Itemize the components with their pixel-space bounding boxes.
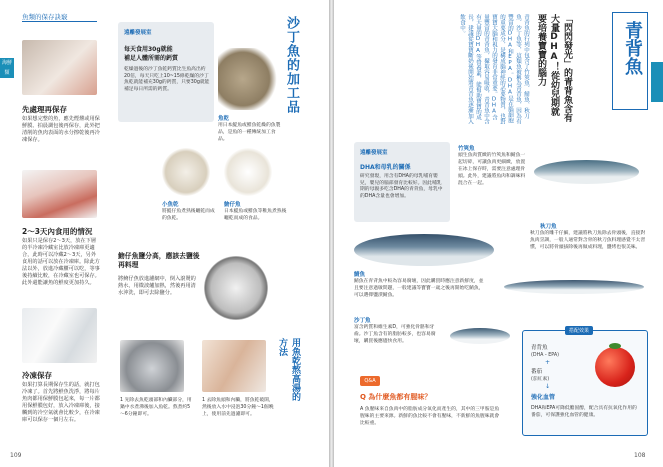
- stamp-line2: 補足人體所需的鈣質: [124, 55, 179, 62]
- fish-saury: [504, 280, 644, 294]
- step1-text: 1 先除去魚乾頭部和內臟部分，用鍋中水煮沸後加入魚乾。熬煮約5～6分鐘即可。: [120, 398, 192, 417]
- intro-text: 青背魚的行列中包含了竹筴魚、鯖魚、秋刀魚、沙丁魚等，這類魚被稱為青背魚，因為有豐富的DHA和EPA。DHA是在腦細胞的重要成分，是構成腦神經的必要物質，也對寶寶大腦和視力的發育非常重要。DHA含量豐富的青背魚，攝取容易吸收，青背魚中含有大量的DHA等營養素，能幫助寶寶的成長，建議從寶寶斷奶後開始將青背魚逐漸加入飲食中。: [459, 14, 529, 124]
- photo-cutting-fish: [22, 40, 97, 95]
- combo-item1-sub: (DHA・EPA): [531, 353, 560, 358]
- stamp-line1: 每天食用30g就能: [124, 46, 173, 53]
- photo-frozen-fish: [22, 308, 97, 363]
- photo-strainer: [204, 256, 268, 320]
- qa-question: Q 為什麼魚都有腥味？: [360, 393, 432, 401]
- subtitle: 「閃閃發光」的青背魚含有大量DHA！從幼兒期就要培養寶寶的腦力: [536, 14, 572, 122]
- fish2-text: 秋刀魚的雕千仔細，建議將秋刀魚除去骨頭後，直接對魚肉烹調，一般人通常對含骨的秋刀魚料理感覺不太習慣，可以將骨頭拔除後再做成料理，鹽烤也很美味。: [530, 231, 646, 250]
- fish2-name: 秋刀魚: [540, 224, 557, 230]
- text-tip: 將魩仔魚放進濾網中，倒入滾燙的熱水，用微波爐加熱，然後再用清水沖洗，即可去除鹽分。: [118, 276, 196, 296]
- stamp-text: 乾燥過後的沙丁魚乾鈣質比生魚高出約20倍，每天只吃上10~15條乾燥的沙丁魚乾就能補充30g的鈣質，只要30g就能補足每日所需的鈣質。: [124, 67, 210, 92]
- stamp-text-right: 研究發現，用含有DHA的母乳哺育嬰兒，嬰兒的腦部發育比較好。因此哺乳期的母親多吃含DHA的青背魚，母乳中的DHA含量也會增加。: [360, 174, 443, 199]
- text-dried: 用日本鯷魚或鯡魚乾燥的魚製品，是魚的一種傳統加工食品。: [218, 123, 281, 142]
- tomato-image: [595, 347, 635, 387]
- qa-tag: Q&A: [360, 376, 380, 386]
- steps-title: 用魚乾熬高湯的方法: [277, 338, 300, 401]
- photo-dried-sardines: [218, 48, 280, 110]
- combo-result: 強化血管: [531, 394, 556, 401]
- heading-23days: 2～3天內食用的情況: [22, 227, 93, 236]
- heading-fresh: 先處理再保存: [22, 105, 67, 114]
- page-number-right: 108: [634, 452, 646, 459]
- photo-step1: [120, 340, 184, 392]
- fish-sardine: [450, 328, 510, 344]
- combo-box: [522, 330, 648, 436]
- fish3-name: 鯖魚: [354, 272, 366, 278]
- main-title: 青背魚: [622, 21, 643, 75]
- info-box-dha: [354, 142, 450, 222]
- side-tab: 海鮮類: [1, 60, 12, 76]
- title-box: [612, 12, 648, 110]
- page-number-left: 109: [10, 452, 22, 459]
- label-small: 小魚乾: [162, 202, 179, 208]
- combo-plus: +: [545, 359, 551, 366]
- photo-small-dried-fish: [162, 148, 210, 196]
- label-dried: 魚乾: [218, 116, 230, 122]
- photo-step2: [202, 340, 266, 392]
- title-vertical: 沙丁魚的加工品: [284, 16, 299, 114]
- step2-text: 1 去除魚頭和內臟，將魚乾破開，然後放入水中浸泡30分鐘～1個晚上，使用前先過濾即可。: [202, 398, 274, 417]
- combo-item2: 番茄: [531, 369, 543, 375]
- qa-answer: A 魚腥味來自魚肉中的脂肪成分氧化而產生的，其中的三甲胺是魚腥味的主要來源。新鮮的魚比較不會有腥味，不新鮮的魚腥味就會比較重。: [360, 407, 500, 426]
- combo-arrow: ↓: [545, 383, 551, 390]
- fish-mackerel: [354, 234, 494, 266]
- heading-frozen: 冷凍保存: [22, 371, 52, 380]
- photo-wrapped-fish: [22, 170, 97, 218]
- fish4-text: 富含鈣質和維生素D，可強化骨骼和牙齒。沙丁魚含有的脂肪較多，也容易腐壞，購買後應儘快食用。: [354, 325, 436, 344]
- heading-tip: 魩仔魚鹽分高，應該去鹽後再料理: [118, 252, 200, 269]
- stamp-title-right: 遠離發展室: [360, 150, 388, 156]
- tomato-stem: [609, 343, 621, 349]
- right-page: [334, 0, 663, 467]
- fish4-name: 沙丁魚: [354, 318, 371, 324]
- left-page: [0, 0, 329, 467]
- text-23days: 如果只是保存2～3天，放在下層的半冷凍冷藏室比放冷凍庫更適合，此時可以冷藏2～3天，另外食用的話可以放在冷凍庫。除此方法以外，放進冷藏櫃可以吃，等事後持續比較，在冷藏室也可保存。此外還能讓魚的鮮度更加持久。: [22, 238, 100, 286]
- photo-whitebait: [224, 148, 272, 196]
- section-tag: 魚類的保存訣竅: [22, 14, 97, 22]
- text-frozen: 如果打算長期保存生的話，就打包冷凍了。首先將鮮魚洗淨，將每片魚肉都用保鮮膜包起來，每一片都用保鮮膜包好，放入冷凍庫後，接觸到的冷空氣就會比較少，在冷凍庫可以保存一個月左右。: [22, 382, 100, 423]
- combo-item1: 青背魚: [531, 345, 548, 351]
- combo-text: DHA和EPA可降低膽固醇，配合具有抗氧化作用的番茄，可保護強化血管的健康。: [531, 406, 637, 418]
- text-fresh: 如果想完整的魚，應先煙燻或用保鮮膜、拍晨調包後再保存，此外把清削的魚肉表面的水分擦乾後再冷凍保存。: [22, 116, 100, 143]
- fish1-name: 竹筴魚: [458, 146, 475, 152]
- fish1-text: 頭生魚肉質緻的竹筴魚和鯖魚一起切碎，可讓魚肉更細緻，放置在冰上保存時，需要注意處理骨頭。此外，建議將魚肉和調味料混合在一起。: [458, 153, 526, 186]
- stamp-title: 遠離發展室: [124, 30, 152, 36]
- stamp-heading: DHA和母乳的關係: [360, 164, 411, 171]
- fish3-text: 鯖魚在青背魚中較為容易腐壞，因此購買時應注意新鮮度，並且要注意過敏問題，一般建議等寶寶一歲之後再開始吃鯖魚，可以選擇鹽漬鯖魚。: [354, 279, 484, 298]
- fish-horse-mackerel: [534, 160, 639, 184]
- label-white: 魩仔魚: [224, 202, 241, 208]
- text-white: 日本鯷魚或鯡魚等稚魚煮熟後曬乾而成的食品。: [224, 209, 287, 221]
- info-box-calcium: [118, 22, 214, 122]
- right-side-tab: [651, 62, 663, 102]
- combo-title: 搭配效果: [565, 326, 593, 335]
- combo-item2-sub: (茄紅素): [531, 377, 550, 382]
- text-small: 將鯷仔魚煮熟後曬乾而成的魚乾。: [162, 209, 215, 221]
